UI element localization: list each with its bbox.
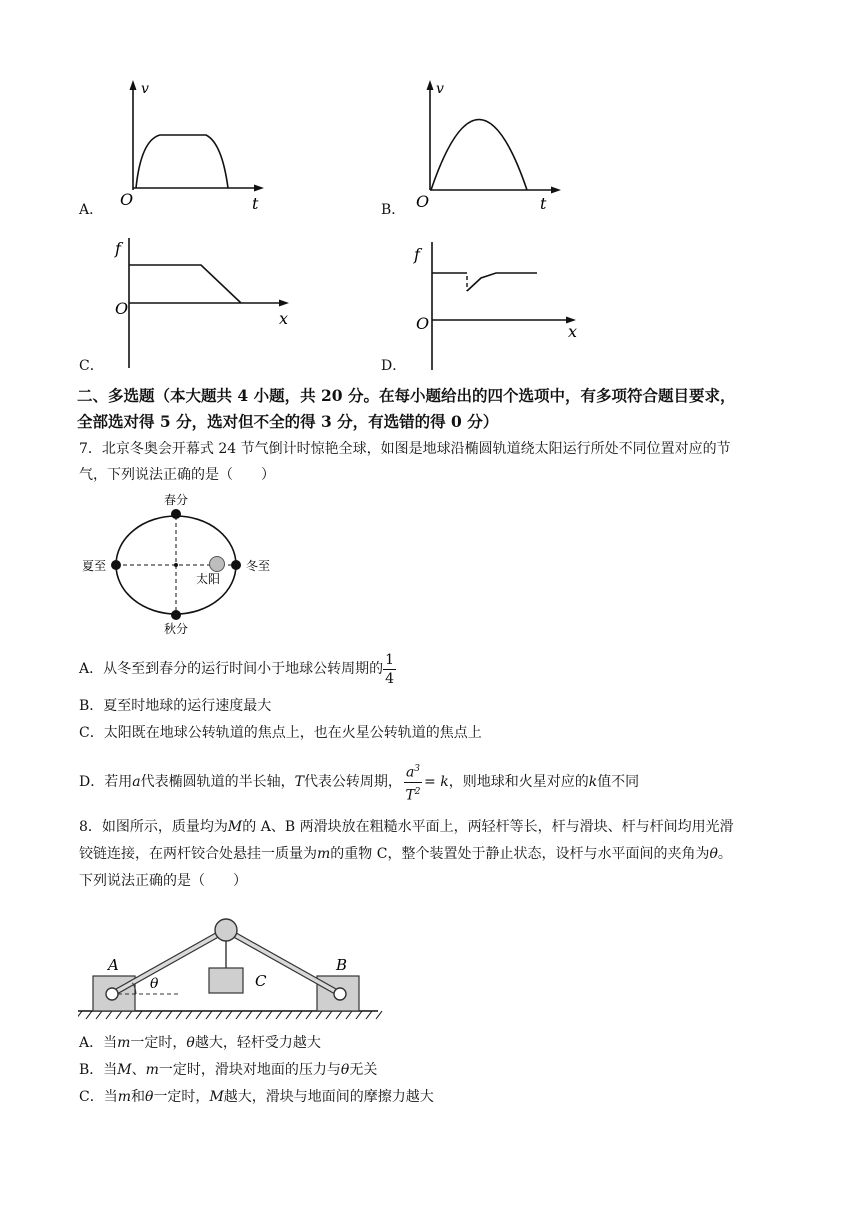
q7-d-var-t: T (294, 774, 304, 791)
q7-d-eq: = k (424, 774, 449, 791)
q8-stem-line1 (79, 817, 734, 837)
q7-label-left: 夏至 (82, 559, 107, 573)
q7-orbit-diagram (78, 490, 288, 638)
q8-l2-var-m: m (317, 846, 331, 862)
graph-b-origin: O (416, 192, 430, 211)
q8-l2-mid: 的重物 C，整个装置处于静止状态，设杆与水平面间的夹角为 (330, 846, 710, 862)
q8-label-c: C (255, 972, 267, 990)
summer-solstice-point (111, 560, 121, 570)
q7-label-sun: 太阳 (196, 572, 221, 586)
q7-d-num-sup: 3 (414, 764, 421, 774)
section-title-line1: 二、多选题（本大题共 4 小题，共 20 分。在每小题给出的四个选项中，有多项符合题目要求， (77, 386, 736, 405)
q8-c-mid2: 一定时， (153, 1089, 210, 1105)
graph-c-origin: O (115, 299, 129, 318)
q7-stem-line2: 气，下列说法正确的是（ ） (79, 467, 275, 483)
q8-b-pre: B．当 (79, 1062, 118, 1078)
graph-d-origin: O (416, 314, 430, 333)
q7-option-a (79, 649, 396, 689)
graph-a-origin: O (120, 190, 134, 209)
q8-stem-line2 (79, 844, 732, 864)
q7-orbit-svg (78, 490, 288, 638)
weight-c (209, 968, 243, 993)
graph-c-letter: C． (79, 358, 104, 374)
spring-equinox-point (171, 509, 181, 519)
q7-option-c: C．太阳既在地球公转轨道的焦点上，也在火星公转轨道的焦点上 (79, 725, 482, 741)
fraction-numerator: 1 (385, 651, 395, 668)
q8-b-mid2: 一定时，滑块对地面的压力与 (158, 1062, 341, 1078)
q8-l1-post: 的 A、B 两滑块放在粗糙水平面上，两轻杆等长，杆与滑块、杆与杆间均用光滑 (242, 819, 734, 835)
q8-l2-pre: 铰链连接，在两杆铰合处悬挂一质量为 (79, 846, 317, 862)
graph-c-svg (105, 235, 295, 370)
q7-label-top: 春分 (164, 493, 189, 507)
q8-l2-post: 。 (717, 846, 732, 862)
graph-a-svg (100, 78, 270, 213)
q8-option-c (79, 1087, 434, 1107)
graph-a (100, 78, 270, 213)
q8-a-post: 越大，轻杆受力越大 (194, 1035, 321, 1051)
q8-b-var-m: m (145, 1062, 159, 1078)
q8-c-pre: C．当 (79, 1089, 118, 1105)
q7-d-post2: 值不同 (597, 774, 640, 791)
q8-c-var-bigm: M (209, 1089, 224, 1105)
q8-slider-diagram (78, 910, 388, 1025)
q7-d-pre: D．若用 (79, 774, 133, 791)
graph-a-letter: A． (79, 202, 104, 218)
q8-option-a (79, 1033, 321, 1053)
graph-c-y-label: f (115, 239, 121, 258)
q7-d-den-sup: 2 (414, 786, 421, 797)
graph-b (400, 78, 570, 213)
q7-d-fraction (404, 760, 422, 804)
autumn-equinox-point (171, 610, 181, 620)
q8-a-theta: θ (186, 1035, 195, 1051)
q7-label-right: 冬至 (246, 559, 271, 573)
graph-a-y-label: v (141, 81, 149, 97)
graph-c (105, 235, 295, 370)
q8-c-theta: θ (145, 1089, 154, 1105)
top-hinge (215, 919, 237, 941)
hinge-a (106, 988, 118, 1000)
q8-c-post: 越大，滑块与地面间的摩擦力越大 (223, 1089, 434, 1105)
q8-label-a: A (108, 956, 119, 974)
q7-option-a-fraction (383, 651, 396, 688)
q8-slider-svg (78, 910, 388, 1025)
q7-label-bottom: 秋分 (164, 622, 189, 636)
section-title-line2: 全部选对得 5 分，选对但不全的得 3 分，有选错的得 0 分） (77, 412, 499, 431)
q8-a-pre: A．当 (79, 1035, 118, 1051)
q8-a-mid: 一定时， (130, 1035, 187, 1051)
q8-l2-theta: θ (709, 846, 718, 862)
q8-c-var-m: m (117, 1089, 131, 1105)
q8-b-mid1: 、 (131, 1062, 146, 1078)
q7-d-post1: ，则地球和火星对应的 (448, 774, 589, 791)
fraction-denominator: 4 (385, 670, 395, 687)
graph-c-x-label: x (279, 309, 289, 328)
q7-d-mid2: 代表公转周期， (303, 774, 402, 791)
q7-d-den: T (405, 787, 415, 804)
fraction-denominator (404, 783, 422, 805)
sun-icon (210, 557, 225, 572)
q8-b-post: 无关 (349, 1062, 378, 1078)
graph-d-svg (410, 240, 590, 375)
hinge-b (334, 988, 346, 1000)
q8-stem-line3: 下列说法正确的是（ ） (79, 873, 247, 889)
q7-d-var-k: k (588, 774, 598, 791)
graph-a-x-label: t (252, 194, 259, 213)
graph-d (410, 240, 590, 375)
q7-d-num: a (405, 764, 415, 781)
q7-d-var-a: a (132, 774, 141, 791)
q8-option-b (79, 1060, 377, 1080)
graph-d-letter: D． (381, 358, 407, 374)
graph-b-svg (400, 78, 570, 213)
graph-b-y-label: v (436, 81, 444, 97)
q7-d-mid1: 代表椭圆轨道的半长轴， (140, 774, 295, 791)
q7-option-b: B．夏至时地球的运行速度最大 (79, 698, 272, 714)
graph-d-x-label: x (568, 322, 578, 341)
q7-option-d (79, 760, 639, 804)
q7-option-a-text: A．从冬至到春分的运行时间小于地球公转周期的 (79, 661, 384, 677)
graph-b-x-label: t (540, 194, 547, 213)
winter-solstice-point (231, 560, 241, 570)
graph-d-y-label: f (414, 245, 420, 264)
q8-c-mid1: 和 (131, 1089, 145, 1105)
q8-l1-pre: 8．如图所示，质量均为 (79, 819, 228, 835)
graph-b-letter: B． (381, 202, 406, 218)
q7-stem-line1: 7．北京冬奥会开幕式 24 节气倒计时惊艳全球，如图是地球沿椭圆轨道绕太阳运行所处不同位置对应的节 (79, 441, 731, 457)
q8-label-b: B (336, 956, 348, 974)
q8-label-theta: θ (150, 976, 159, 992)
fraction-numerator (404, 760, 422, 783)
q8-b-var-bigm: M (117, 1062, 132, 1078)
q8-l1-var-m: M (227, 819, 243, 835)
q8-b-theta: θ (340, 1062, 350, 1078)
q8-a-var-m: m (117, 1035, 131, 1051)
